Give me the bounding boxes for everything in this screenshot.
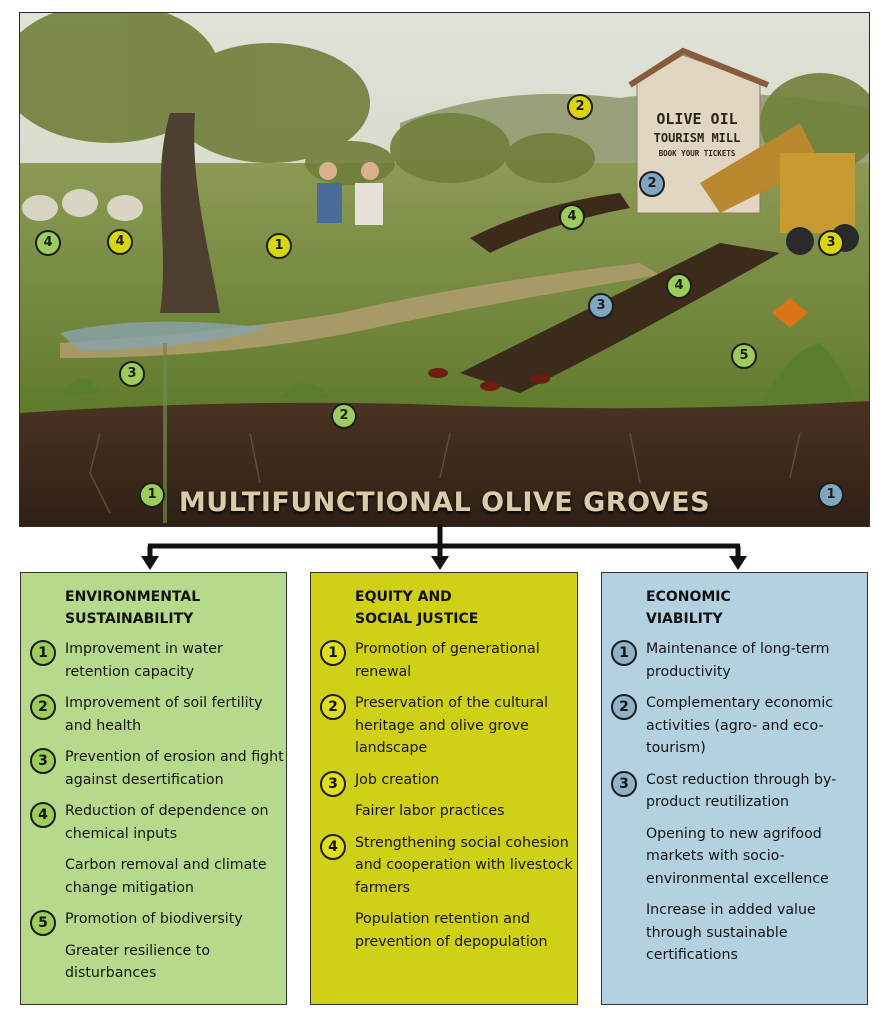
item-text: Carbon removal and climate change mitigation <box>65 857 267 896</box>
benefit-item <box>606 823 867 891</box>
scene-marker-economic-2: 2 <box>639 171 665 197</box>
item-text: Reduction of dependence on chemical inputs <box>65 803 269 842</box>
item-text: Cost reduction through by-product reutilization <box>646 771 837 810</box>
item-number-badge: 4 <box>30 802 56 828</box>
benefit-item <box>25 746 286 791</box>
item-text: Greater resilience to disturbances <box>65 942 211 981</box>
benefit-item <box>606 899 867 967</box>
item-number-badge: 2 <box>320 694 346 720</box>
scene-marker-env-3: 3 <box>119 361 145 387</box>
environmental-title <box>65 586 286 630</box>
item-text: Promotion of biodiversity <box>65 911 243 927</box>
mill-sign-line-3: BOOK YOUR TICKETS <box>658 149 736 158</box>
item-number-badge: 2 <box>30 694 56 720</box>
item-text: Job creation <box>355 771 440 788</box>
item-number-badge: 1 <box>320 640 346 666</box>
scene-marker-env-2: 2 <box>331 403 357 429</box>
benefit-item <box>25 800 286 845</box>
equity-title <box>355 586 577 630</box>
item-number-badge: 2 <box>611 694 637 720</box>
benefit-item <box>315 638 577 683</box>
benefit-item <box>25 692 286 737</box>
scene-marker-equity-1: 1 <box>266 233 292 259</box>
item-number-badge: 3 <box>320 771 346 797</box>
item-number-badge: 3 <box>30 748 56 774</box>
benefit-item <box>25 908 286 931</box>
scene-marker-equity-2: 2 <box>567 94 593 120</box>
equity-panel <box>310 572 578 1005</box>
item-number-badge: 3 <box>611 771 637 797</box>
scene-marker-env-1: 1 <box>139 482 165 508</box>
item-text: Preservation of the cultural heritage and olive grove landscape <box>355 695 549 756</box>
mill-sign-line-2: TOURISM MILL <box>653 131 741 145</box>
item-text: Population retention and prevention of depopulation <box>355 911 548 950</box>
benefit-item <box>606 638 867 683</box>
benefit-item <box>606 769 867 814</box>
mill-sign <box>642 109 752 161</box>
scene-marker-economic-3: 3 <box>588 293 614 319</box>
scene-drawing <box>20 13 869 526</box>
equity-title-line-1: EQUITY AND <box>355 589 452 605</box>
equity-title-line-2: SOCIAL JUSTICE <box>355 611 479 627</box>
item-text: Fairer labor practices <box>355 803 505 819</box>
item-number-badge: 4 <box>320 834 346 860</box>
environmental-title-line-2: SUSTAINABILITY <box>65 611 194 627</box>
benefit-item <box>315 692 577 760</box>
environmental-panel <box>20 572 287 1005</box>
item-number-badge: 5 <box>30 910 56 936</box>
scene-marker-economic-1: 1 <box>818 482 844 508</box>
benefit-item <box>25 638 286 683</box>
equity-items <box>315 638 577 953</box>
scene-marker-env-5: 5 <box>731 343 757 369</box>
item-number-badge: 1 <box>30 640 56 666</box>
item-text: Maintenance of long-term productivity <box>646 641 830 680</box>
scene-marker-env-4-b: 4 <box>559 204 585 230</box>
benefit-item <box>315 908 577 953</box>
economic-title <box>646 586 867 630</box>
mill-sign-line-1: OLIVE OIL <box>656 110 738 128</box>
economic-panel <box>601 572 868 1005</box>
scene-marker-equity-3: 3 <box>818 230 844 256</box>
economic-title-line-1: ECONOMIC <box>646 589 731 605</box>
scene-marker-env-4-c: 4 <box>666 273 692 299</box>
benefit-item <box>25 940 286 985</box>
scene-marker-env-4: 4 <box>35 230 61 256</box>
benefit-item <box>315 832 577 900</box>
branch-connector <box>0 525 887 573</box>
item-text: Prevention of erosion and fight against desertification <box>65 749 284 788</box>
item-text: Strengthening social cohesion and cooperation with livestock farmers <box>355 834 573 896</box>
environmental-title-line-1: ENVIRONMENTAL <box>65 589 201 605</box>
item-text: Increase in added value through sustainable certifications <box>646 902 816 963</box>
environmental-items <box>25 638 286 985</box>
item-text: Promotion of generational renewal <box>355 641 540 680</box>
item-text: Improvement in water retention capacity <box>65 641 223 680</box>
scene-marker-equity-4: 4 <box>107 229 133 255</box>
item-number-badge: 1 <box>611 640 637 666</box>
scene-title: MULTIFUNCTIONAL OLIVE GROVES <box>178 487 711 518</box>
olive-grove-illustration <box>19 12 870 527</box>
economic-title-line-2: VIABILITY <box>646 611 723 627</box>
economic-items <box>606 638 867 967</box>
item-text: Improvement of soil fertility and health <box>65 695 263 734</box>
benefit-item <box>25 854 286 899</box>
benefit-item <box>315 769 577 792</box>
benefit-item <box>606 692 867 760</box>
item-text: Complementary economic activities (agro- and eco-tourism) <box>646 695 834 756</box>
item-text: Opening to new agrifood markets with socio-environmental excellence <box>646 825 829 887</box>
benefit-item <box>315 800 577 823</box>
